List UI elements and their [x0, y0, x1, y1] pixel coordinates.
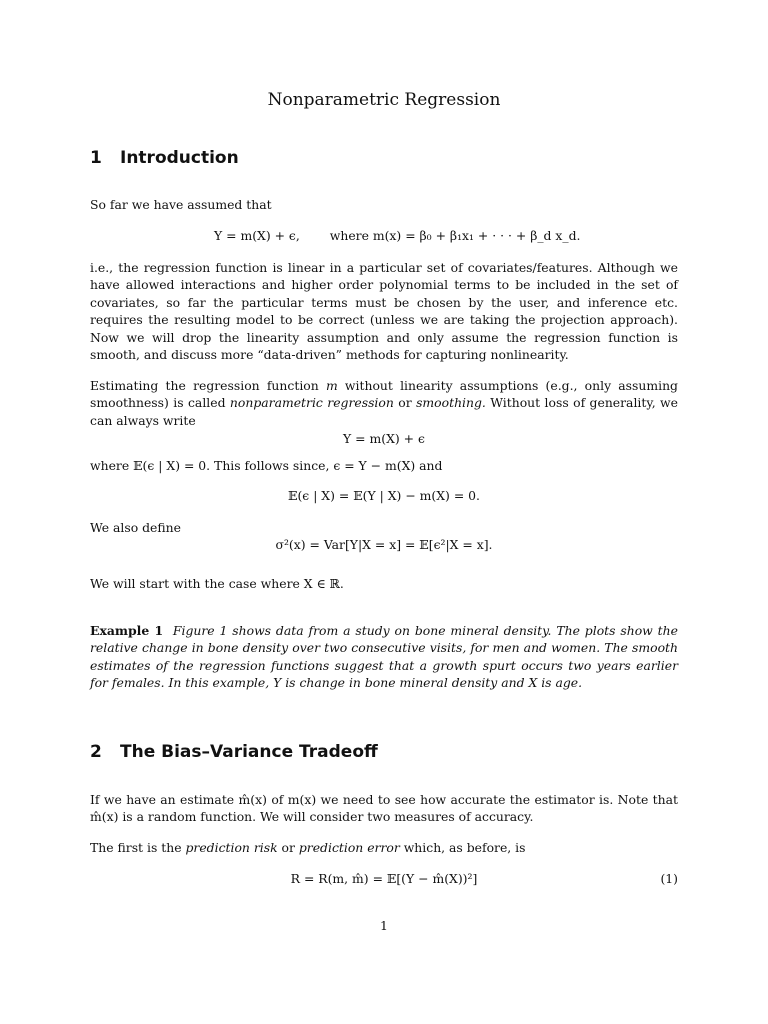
page-number: 1 — [380, 918, 388, 933]
text-run: without linearity assumptions (e.g., only assuming smoothness) is called — [90, 378, 678, 411]
math-m: m — [325, 378, 338, 393]
section-heading-introduction — [90, 148, 239, 168]
text-run: Estimating the regression function — [90, 378, 326, 393]
paragraph-linearity: i.e., the regression function is linear in a particular set of covariates/features. Although we have allowed interactions and higher order polynomial terms to be included in the set of covariates, so far the particular terms must be chosen by the user, and inference etc. requires the resulting model to be correct (unless we are taking the projection approach). Now we will drop the linearity assumption and only assume the regression function is smooth, and discuss more “data-driven” methods for capturing nonlinearity. — [90, 260, 678, 363]
equation-rhs: where m(x) = β₀ + β₁x₁ + · · · + β_d x_d. — [329, 228, 581, 243]
text-run: or — [277, 840, 299, 855]
section-number: 1 — [90, 148, 102, 168]
term-smoothing: smoothing. — [416, 395, 486, 411]
text-run: The first is the — [90, 840, 186, 855]
equation-variance: σ²(x) = Var[Y|X = x] = 𝔼[ϵ²|X = x]. — [275, 537, 493, 552]
equation-regression-model: Y = m(X) + ϵ — [343, 431, 425, 446]
text-run: Without loss of generality, we can always write — [90, 395, 678, 428]
section-number: 2 — [90, 742, 102, 762]
paragraph-estimate: If we have an estimate m̂(x) of m(x) we need to see how accurate the estimator is. Note that m̂(x) is a random function. We will consider two measures of accuracy. — [90, 792, 678, 825]
term-nonparametric-regression: nonparametric regression — [229, 395, 394, 411]
equation-conditional-expectation: 𝔼(ϵ | X) = 𝔼(Y | X) − m(X) = 0. — [288, 488, 480, 503]
paragraph-prediction-risk — [90, 839, 678, 856]
example-label: Example 1 — [90, 623, 164, 638]
text-run: or — [393, 395, 417, 411]
paragraph-case: We will start with the case where X ∈ ℝ. — [90, 576, 344, 591]
paragraph-smoothing — [90, 377, 678, 429]
example-text: Figure 1 shows data from a study on bone mineral density. The plots show the relative change in bone density over two consecutive visits, for men and women. The smooth estimates of the regression functions suggest that a growth spurt occurs two years earlier for females. In this example, Y is change in bone mineral density and X is age. — [90, 623, 678, 691]
equation-linear-model — [214, 228, 580, 243]
paragraph-intro: So far we have assumed that — [90, 197, 272, 212]
section-title: Introduction — [120, 148, 239, 168]
section-title: The Bias–Variance Tradeoff — [120, 742, 378, 762]
paragraph-where: where 𝔼(ϵ | X) = 0. This follows since, ϵ = Y − m(X) and — [90, 458, 443, 473]
equation-number: (1) — [660, 871, 678, 886]
page-title: Nonparametric Regression — [267, 90, 501, 110]
paragraph-define: We also define — [90, 520, 181, 535]
equation-prediction-risk: R = R(m, m̂) = 𝔼[(Y − m̂(X))²] — [290, 871, 478, 886]
equation-lhs: Y = m(X) + ϵ, — [214, 228, 300, 243]
example-block — [90, 622, 678, 692]
section-heading-bias-variance — [90, 742, 378, 762]
term-prediction-error: prediction error — [298, 840, 400, 855]
term-prediction-risk: prediction risk — [185, 840, 278, 855]
text-run: which, as before, is — [399, 840, 526, 855]
